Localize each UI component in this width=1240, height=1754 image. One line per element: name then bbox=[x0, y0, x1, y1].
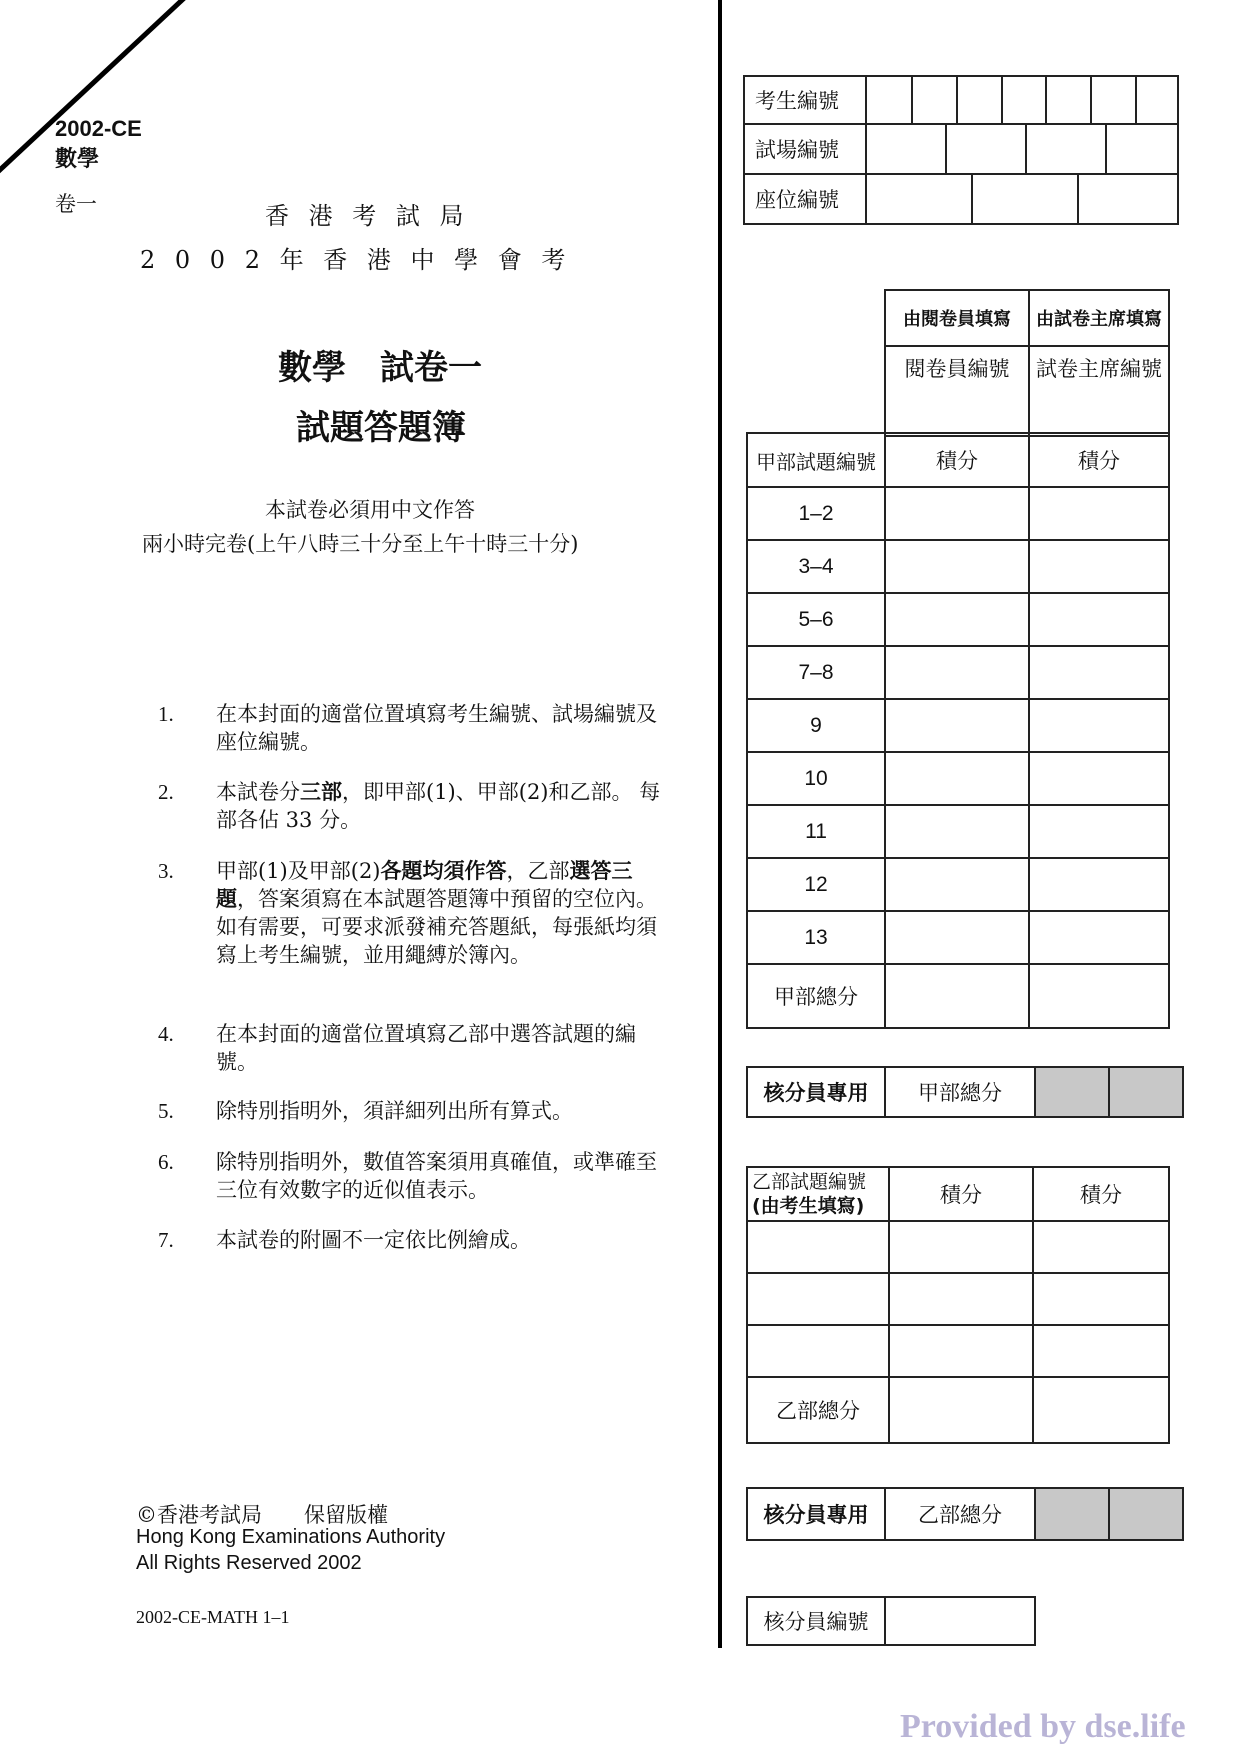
marks-cell[interactable] bbox=[1029, 487, 1169, 540]
checker-b-label: 核分員專用 bbox=[747, 1488, 885, 1540]
footer-code: 2002-CE-MATH 1–1 bbox=[136, 1607, 290, 1627]
shaded-cell bbox=[1109, 1067, 1183, 1117]
shaded-cell bbox=[1035, 1067, 1109, 1117]
section-b-table bbox=[746, 1166, 1170, 1444]
table-row: 1–2 bbox=[747, 487, 885, 540]
marks-cell[interactable] bbox=[1033, 1221, 1169, 1273]
checker-a-table bbox=[746, 1066, 1184, 1118]
copyright-line-3: All Rights Reserved 2002 bbox=[136, 1552, 362, 1574]
chief-no-label: 試卷主席編號 bbox=[1029, 346, 1169, 436]
section-a-marks-header-1: 積分 bbox=[885, 433, 1029, 487]
instruction-number: 5. bbox=[158, 1099, 174, 1123]
paper-subtitle: 試題答題簿 bbox=[296, 408, 466, 448]
marks-cell[interactable] bbox=[1029, 752, 1169, 805]
marks-cell[interactable] bbox=[1029, 964, 1169, 1028]
section-b-marks-header-1: 積分 bbox=[889, 1167, 1033, 1221]
table-row: 10 bbox=[747, 752, 885, 805]
marks-cell[interactable] bbox=[889, 1273, 1033, 1325]
copyright-line-1: ©香港考試局 保留版權 bbox=[136, 1503, 388, 1527]
centre-no-label: 試場編號 bbox=[744, 124, 866, 174]
time-note: 兩小時完卷(上午八時三十分至上午十時三十分) bbox=[142, 532, 579, 556]
chief-fill-label: 由試卷主席填寫 bbox=[1029, 290, 1169, 346]
marks-cell[interactable] bbox=[885, 646, 1029, 699]
instruction-number: 2. bbox=[158, 780, 174, 804]
header-subject: 數學 bbox=[55, 146, 100, 172]
instruction-3 bbox=[158, 857, 668, 969]
marks-cell[interactable] bbox=[885, 752, 1029, 805]
section-b-total-label: 乙部總分 bbox=[747, 1377, 889, 1443]
marks-cell[interactable] bbox=[1033, 1325, 1169, 1377]
marks-cell[interactable] bbox=[1029, 805, 1169, 858]
header-paper: 卷一 bbox=[55, 192, 97, 216]
marks-cell[interactable] bbox=[1029, 911, 1169, 964]
watermark: Provided by dse.life bbox=[900, 1708, 1186, 1745]
candidate-id-table bbox=[743, 75, 1179, 225]
section-a-question-header: 甲部試題編號 bbox=[747, 433, 885, 487]
shaded-cell bbox=[1109, 1488, 1183, 1540]
marks-cell[interactable] bbox=[1029, 858, 1169, 911]
checker-no-label: 核分員編號 bbox=[747, 1597, 885, 1645]
marks-cell[interactable] bbox=[889, 1221, 1033, 1273]
section-a-table bbox=[746, 432, 1170, 1029]
marks-cell[interactable] bbox=[1029, 699, 1169, 752]
checker-b-total-label: 乙部總分 bbox=[885, 1488, 1035, 1540]
table-row: 7–8 bbox=[747, 646, 885, 699]
instruction-text: 除特別指明外，數值答案須用真確值，或準確至三位有效數字的近似值表示。 bbox=[216, 1150, 657, 1202]
exam-title: 2 0 0 2 年 香 港 中 學 會 考 bbox=[140, 246, 572, 274]
instruction-text: 本試卷分三部，即甲部(1)、甲部(2)和乙部。 每部各佔 33 分。 bbox=[216, 779, 661, 832]
marks-cell[interactable] bbox=[885, 699, 1029, 752]
language-note: 本試卷必須用中文作答 bbox=[265, 498, 475, 522]
marks-cell[interactable] bbox=[885, 487, 1029, 540]
checker-a-total-label: 甲部總分 bbox=[885, 1067, 1035, 1117]
candidate-no-boxes[interactable] bbox=[866, 76, 1178, 124]
instruction-number: 4. bbox=[158, 1022, 174, 1046]
instruction-number: 1. bbox=[158, 702, 174, 726]
instruction-5 bbox=[158, 1097, 668, 1125]
instruction-text: 甲部(1)及甲部(2)各題均須作答，乙部選答三題，答案須寫在本試題答題簿中預留的空位內。 如有需要，可要求派發補充答題紙，每張紙均須寫上考生編號，並用繩縛於簿內。 bbox=[216, 858, 657, 967]
paper-title: 數學 試卷一 bbox=[278, 348, 482, 388]
instruction-number: 7. bbox=[158, 1228, 174, 1252]
instruction-number: 6. bbox=[158, 1150, 174, 1174]
table-row: 13 bbox=[747, 911, 885, 964]
table-row: 12 bbox=[747, 858, 885, 911]
section-b-marks-header-2: 積分 bbox=[1033, 1167, 1169, 1221]
marks-cell[interactable] bbox=[1029, 593, 1169, 646]
marks-cell[interactable] bbox=[885, 911, 1029, 964]
instruction-6 bbox=[158, 1148, 668, 1204]
marks-cell[interactable] bbox=[889, 1377, 1033, 1443]
marks-cell[interactable] bbox=[885, 964, 1029, 1028]
marks-cell[interactable] bbox=[889, 1325, 1033, 1377]
marks-cell[interactable] bbox=[885, 540, 1029, 593]
marks-cell[interactable] bbox=[1029, 646, 1169, 699]
checker-a-label: 核分員專用 bbox=[747, 1067, 885, 1117]
candidate-no-label: 考生編號 bbox=[744, 76, 866, 124]
marks-cell[interactable] bbox=[885, 858, 1029, 911]
table-row: 5–6 bbox=[747, 593, 885, 646]
instruction-text: 除特別指明外，須詳細列出所有算式。 bbox=[216, 1099, 573, 1123]
table-row: 3–4 bbox=[747, 540, 885, 593]
instruction-text: 本試卷的附圖不一定依比例繪成。 bbox=[216, 1228, 531, 1252]
table-row: 9 bbox=[747, 699, 885, 752]
checker-b-table bbox=[746, 1487, 1184, 1541]
instruction-text: 在本封面的適當位置填寫考生編號、試場編號及座位編號。 bbox=[216, 702, 657, 754]
authority-title: 香 港 考 試 局 bbox=[265, 202, 470, 230]
instruction-number: 3. bbox=[158, 859, 174, 883]
header-code: 2002-CE bbox=[55, 116, 142, 141]
question-no-cell[interactable] bbox=[747, 1325, 889, 1377]
divider-line bbox=[718, 0, 722, 1648]
section-b-question-header: 乙部試題編號 (由考生填寫) bbox=[747, 1167, 889, 1221]
question-no-cell[interactable] bbox=[747, 1221, 889, 1273]
marks-cell[interactable] bbox=[885, 593, 1029, 646]
marker-fill-label: 由閱卷員填寫 bbox=[885, 290, 1029, 346]
checker-no-field[interactable] bbox=[885, 1597, 1035, 1645]
instruction-7 bbox=[158, 1226, 668, 1254]
marks-cell[interactable] bbox=[885, 805, 1029, 858]
marks-cell[interactable] bbox=[1029, 540, 1169, 593]
question-no-cell[interactable] bbox=[747, 1273, 889, 1325]
seat-no-label: 座位編號 bbox=[744, 174, 866, 224]
marker-header-table bbox=[884, 289, 1170, 437]
marker-no-label: 閱卷員編號 bbox=[885, 346, 1029, 436]
section-a-marks-header-2: 積分 bbox=[1029, 433, 1169, 487]
seat-no-boxes[interactable] bbox=[866, 174, 1178, 224]
instruction-1 bbox=[158, 700, 668, 756]
section-a-total-label: 甲部總分 bbox=[747, 964, 885, 1028]
instruction-4 bbox=[158, 1020, 668, 1076]
corner-diagonal-line bbox=[0, 0, 297, 176]
checker-no-table bbox=[746, 1596, 1036, 1646]
copyright-line-2: Hong Kong Examinations Authority bbox=[136, 1526, 446, 1548]
instruction-text: 在本封面的適當位置填寫乙部中選答試題的編號。 bbox=[216, 1022, 636, 1074]
centre-no-boxes[interactable] bbox=[866, 124, 1178, 174]
table-row: 11 bbox=[747, 805, 885, 858]
marks-cell[interactable] bbox=[1033, 1273, 1169, 1325]
shaded-cell bbox=[1035, 1488, 1109, 1540]
instruction-2 bbox=[158, 778, 668, 834]
marks-cell[interactable] bbox=[1033, 1377, 1169, 1443]
